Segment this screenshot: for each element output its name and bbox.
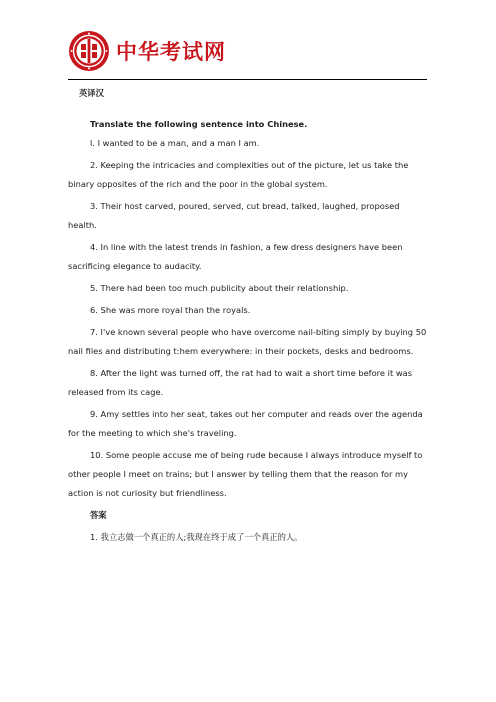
sentence-item-5: 5. There had been too much publicity about their relationship. — [90, 283, 349, 293]
sentence-item-1: l. I wanted to be a man, and a man I am. — [90, 138, 260, 148]
sentence-item-3: 3. Their host carved, poured, served, cut bread, talked, laughed, proposed health. — [68, 201, 400, 230]
chinese-seal-logo-icon — [68, 30, 110, 72]
sentence-item-7: 7. I've known several people who have overcome nail-biting simply by buying 50 nail files and distributing t:hem everywhere: in their pockets, desks and bedrooms. — [68, 327, 427, 356]
section-label: 英译汉 — [79, 88, 104, 98]
answer-label: 答案 — [90, 510, 107, 520]
sentence-item-2: 2. Keeping the intricacies and complexities out of the picture, let us take the binary opposites of the rich and the poor in the global system. — [68, 160, 409, 189]
sentence-item-6: 6. She was more royal than the royals. — [90, 305, 251, 315]
sentence-item-10: 10. Some people accuse me of being rude because I always introduce myself to other people I meet on trains; but I answer by telling them that the reason for my action is not curiosity but friendliness. — [68, 450, 423, 498]
sentence-item-8: 8. After the light was turned off, the rat had to wait a short time before it was released from its cage. — [68, 368, 413, 397]
sentence-item-9: 9. Amy settles into her seat, takes out her computer and reads over the agenda for the meeting to which she's traveling. — [68, 409, 423, 438]
header-divider — [68, 79, 427, 80]
answer-item-1: 1. 我立志做一个真正的人;我现在终于成了一个真正的人。 — [90, 532, 303, 542]
brand-name: 中华考试网 — [116, 40, 226, 64]
document-body — [68, 84, 428, 547]
site-header — [68, 30, 226, 72]
instruction-text: Translate the following sentence into Chinese. — [90, 119, 308, 129]
sentence-item-4: 4. In line with the latest trends in fashion, a few dress designers have been sacrificing elegance to audacity. — [68, 242, 403, 271]
